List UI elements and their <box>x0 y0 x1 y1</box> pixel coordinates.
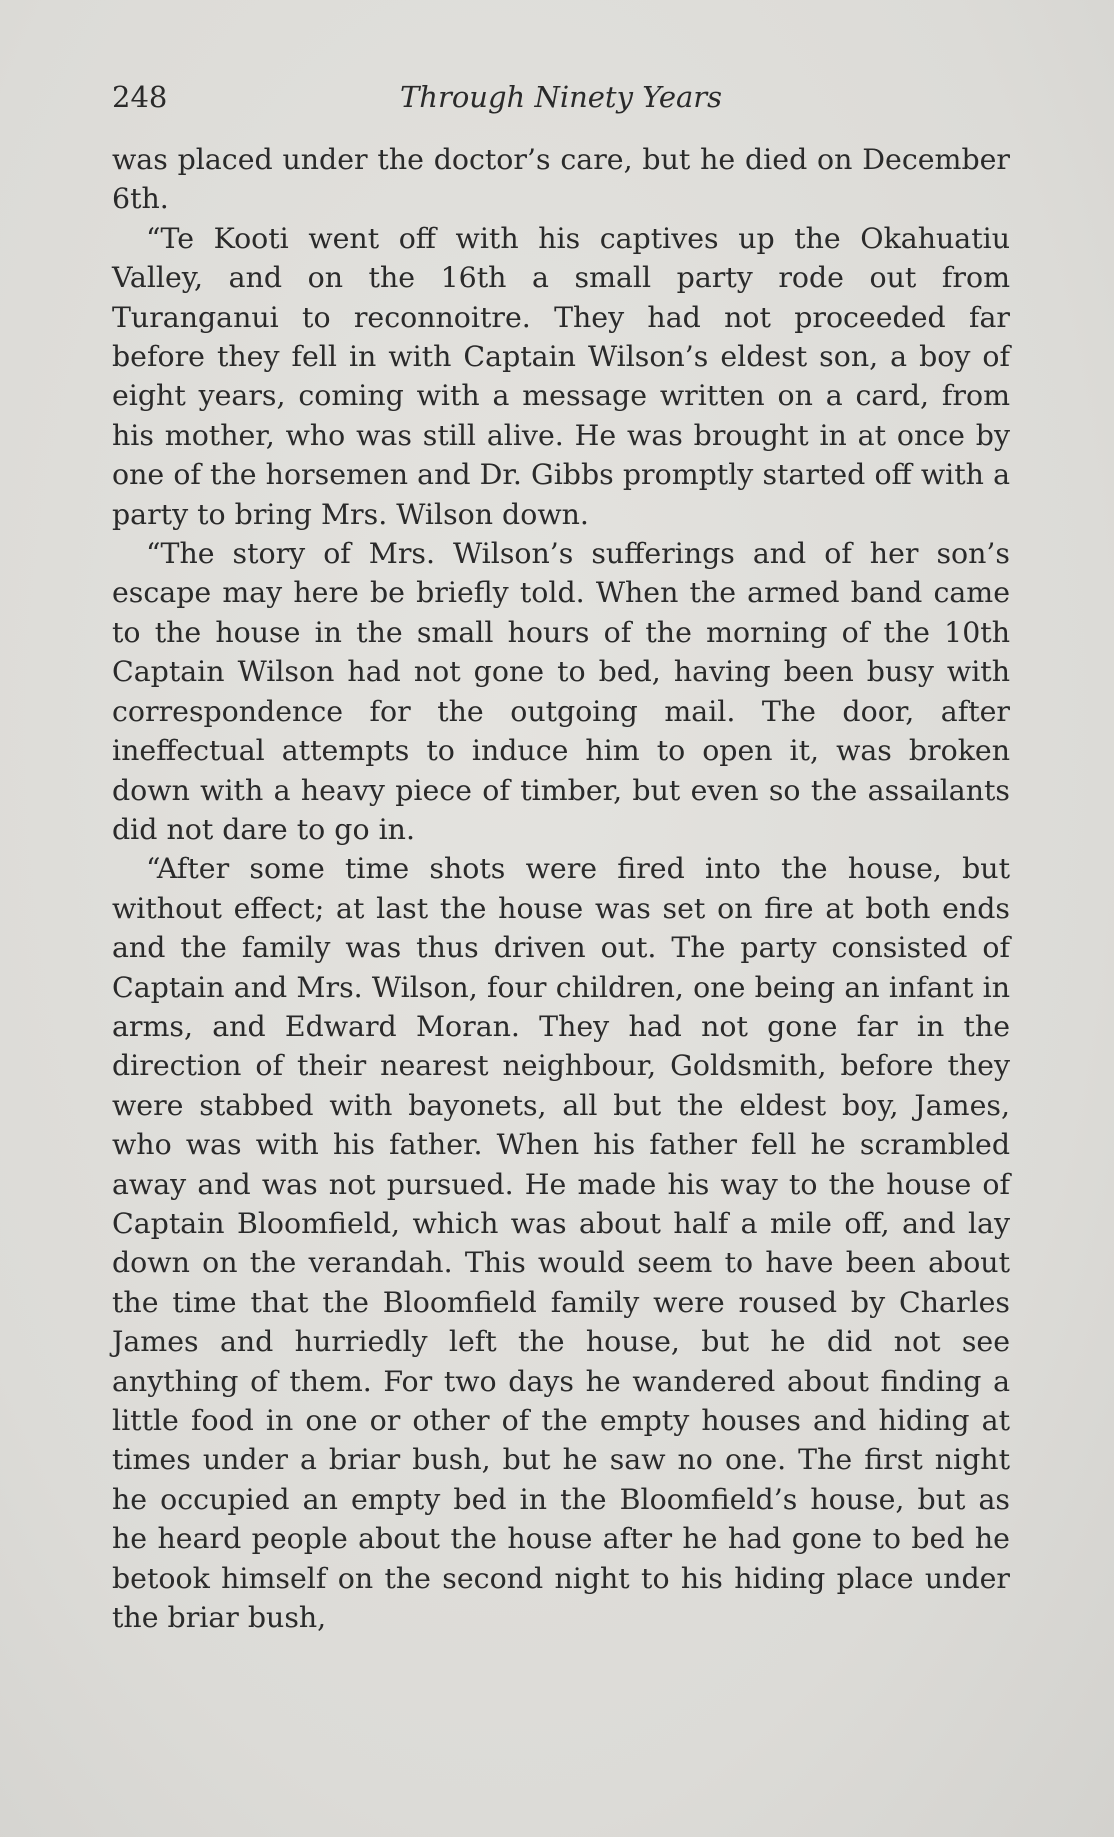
running-head <box>112 74 1010 118</box>
page-number: 248 <box>112 80 168 114</box>
paragraph-wilson-story: “The story of Mrs. Wilson’s sufferings and of her son’s escape may here be briefly told. When the armed band came to the house in the small hours of the morning of the 10th Captain Wilson had not gone to bed, having been busy with correspondence for the outgoing mail. The door, after ineffectual attempts to induce him to open it, was broken down with a heavy piece of timber, but even so the assailants did not dare to go in. <box>112 537 1010 846</box>
book-title: Through Ninety Years <box>399 80 723 114</box>
body-text <box>112 140 1010 1637</box>
paragraph-continuation: was placed under the doctor’s care, but he died on December 6th. <box>112 143 1010 216</box>
paragraph-te-kooti: “Te Kooti went off with his captives up the Okahuatiu Valley, and on the 16th a small party rode out from Turanganui to reconnoitre. They had not proceeded far before they fell in with Captain Wilson’s eldest son, a boy of eight years, coming with a message written on a card, from his mother, who was still alive. He was brought in at once by one of the horsemen and Dr. Gibbs promptly started off with a party to bring Mrs. Wilson down. <box>112 221 1010 531</box>
paragraph-after-shots: “After some time shots were fired into the house, but without effect; at last the house was set on fire at both ends and the family was thus driven out. The party consisted of Captain and Mrs. Wilson, four children, one being an infant in arms, and Edward Moran. They had not gone far in the direction of their nearest neighbour, Goldsmith, before they were stabbed with bayonets, all but the eldest boy, James, who was with his father. When his father fell he scrambled away and was not pursued. He made his way to the house of Captain Bloomfield, which was about half a mile off, and lay down on the verandah. This would seem to have been about the time that the Bloomfield family were roused by Charles James and hurriedly left the house, but he did not see anything of them. For two days he wandered about finding a little food in one or other of the empty houses and hiding at times under a briar bush, but he saw no one. The first night he occupied an empty bed in the Bloomfield’s house, but as he heard people about the house after he had gone to bed he betook himself on the second night to his hiding place under the briar bush, <box>112 852 1010 1635</box>
